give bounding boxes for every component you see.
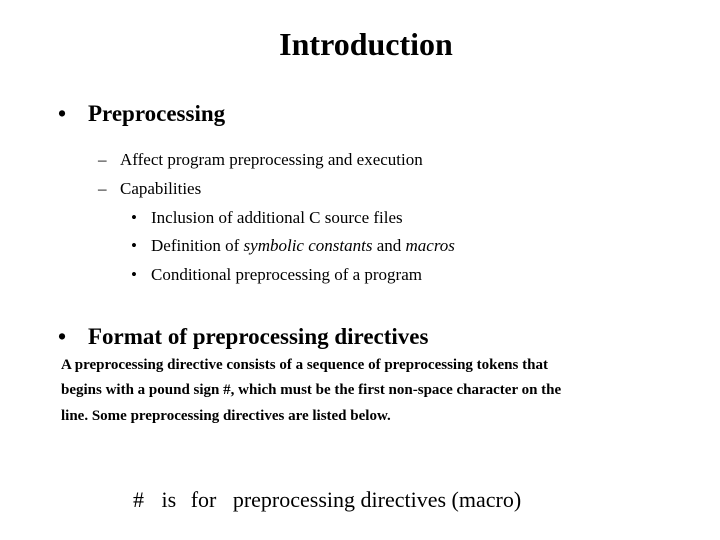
paragraph-line: line. Some preprocessing directives are listed below. [61, 408, 391, 424]
dash-marker: – [98, 179, 107, 198]
footer-word: for [190, 487, 217, 512]
bullet-marker: • [131, 236, 137, 255]
sub-list-item: Inclusion of additional C source files [151, 208, 403, 227]
text-span: and [372, 236, 406, 255]
section-heading-format: Format of preprocessing directives [88, 324, 429, 349]
bullet-marker: • [131, 208, 137, 227]
text-span: Definition of [151, 236, 244, 255]
paragraph-line: A preprocessing directive consists of a sequence of preprocessing tokens that [61, 357, 548, 373]
dash-marker: – [98, 150, 107, 169]
pound-symbol: # [133, 487, 144, 512]
slide-title: Introduction [279, 26, 453, 62]
footer-word: is [161, 487, 177, 512]
sub-list-item: Conditional preprocessing of a program [151, 265, 422, 284]
paragraph-line: begins with a pound sign #, which must be the first non-space character on the [61, 382, 562, 398]
bullet-marker: • [58, 101, 67, 126]
bullet-marker: • [131, 265, 137, 284]
emphasis-text: macros [405, 236, 455, 255]
list-item: Affect program preprocessing and execution [120, 150, 423, 169]
section-heading-preprocessing: Preprocessing [88, 101, 226, 126]
sub-list-item [151, 236, 455, 256]
footer-text: preprocessing directives (macro) [232, 487, 522, 512]
footer-line [133, 487, 521, 513]
emphasis-text: symbolic constants [243, 236, 373, 255]
bullet-marker: • [58, 324, 67, 349]
list-item: Capabilities [120, 179, 202, 198]
